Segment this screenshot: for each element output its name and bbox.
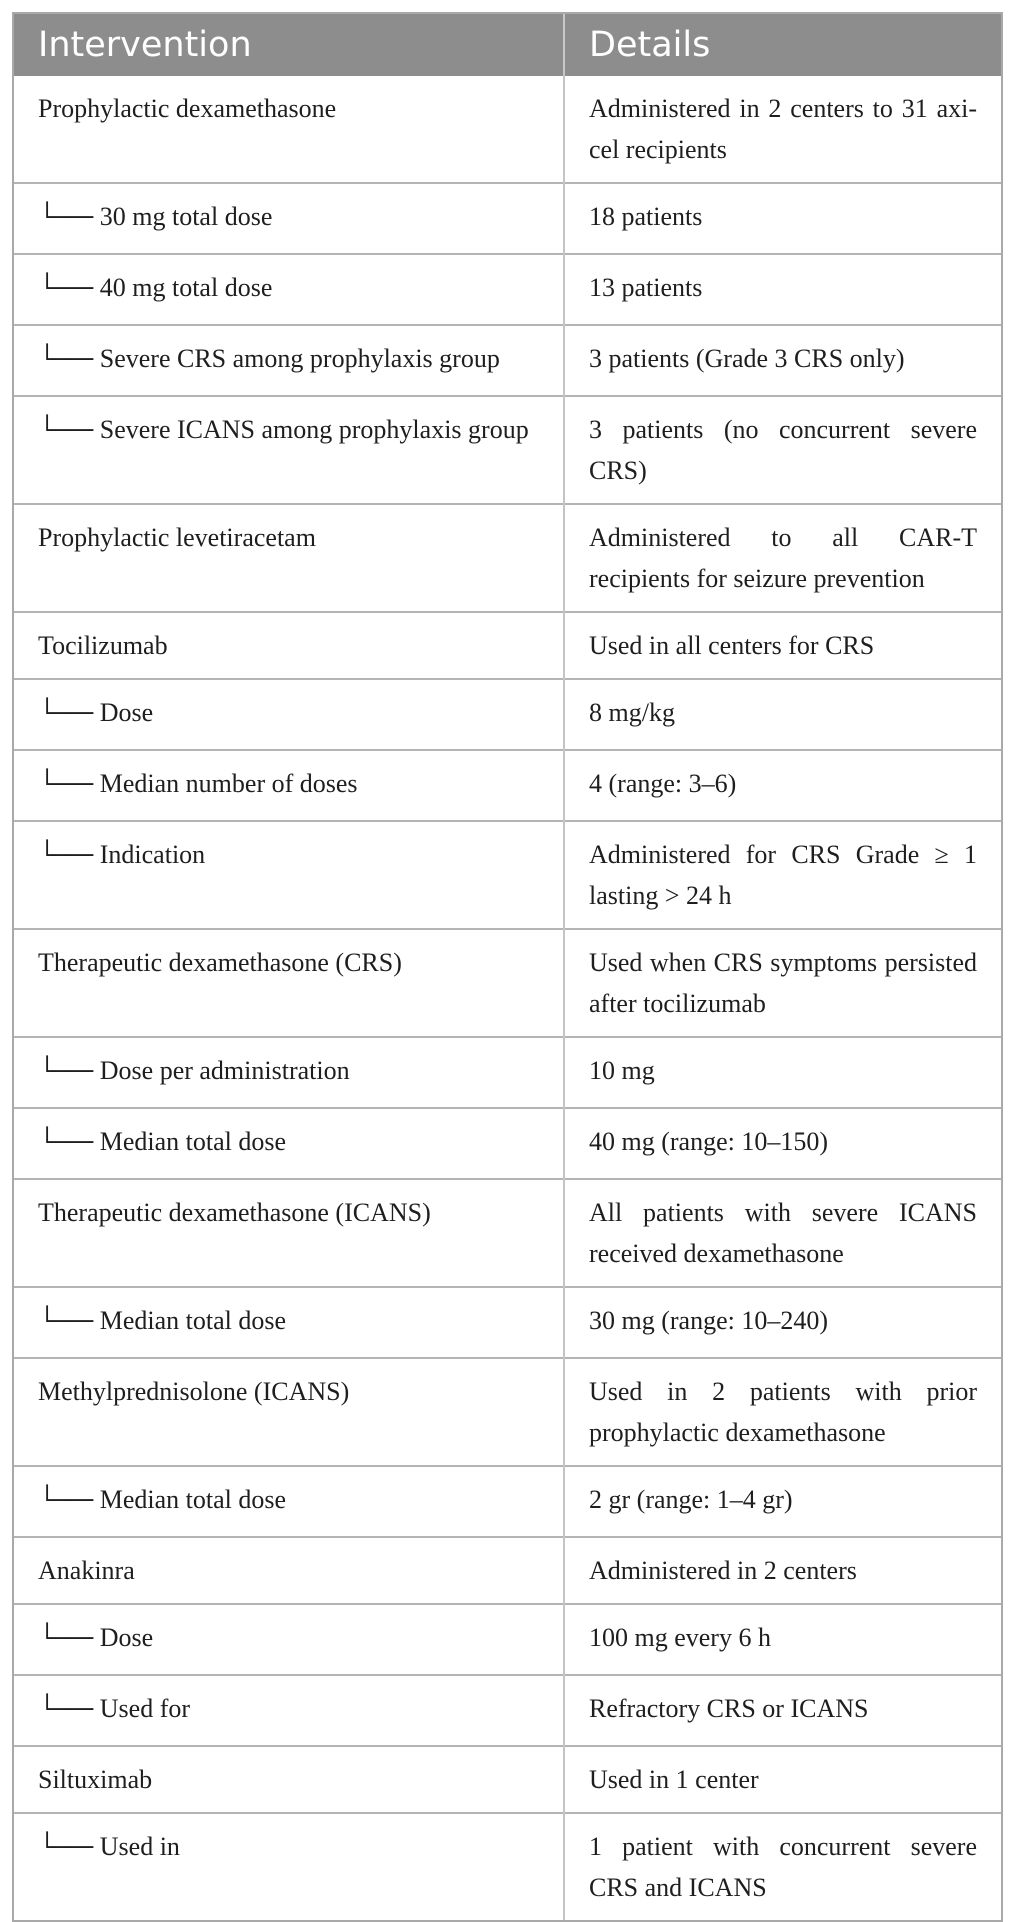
details-cell: 3 patients (no concurrent severe CRS) <box>564 396 1001 504</box>
table-row <box>14 1179 1001 1287</box>
intervention-cell: Tocilizumab <box>14 612 564 679</box>
intervention-cell: └── 30 mg total dose <box>14 183 564 254</box>
intervention-cell: └── Severe CRS among prophylaxis group <box>14 325 564 396</box>
details-cell: Administered in 2 centers <box>564 1537 1001 1604</box>
intervention-cell: Prophylactic dexamethasone <box>14 76 564 183</box>
intervention-cell: └── 40 mg total dose <box>14 254 564 325</box>
details-cell: Administered to all CAR-T recipients for seizure prevention <box>564 504 1001 612</box>
intervention-cell: └── Used in <box>14 1813 564 1920</box>
intervention-cell: Therapeutic dexamethasone (ICANS) <box>14 1179 564 1287</box>
intervention-cell: └── Used for <box>14 1675 564 1746</box>
details-cell: 3 patients (Grade 3 CRS only) <box>564 325 1001 396</box>
table-row <box>14 1358 1001 1466</box>
header-intervention: Intervention <box>14 14 564 76</box>
details-cell: 8 mg/kg <box>564 679 1001 750</box>
intervention-cell: Anakinra <box>14 1537 564 1604</box>
table-body <box>14 76 1001 1920</box>
interventions-table <box>12 12 1003 1922</box>
details-cell: Administered in 2 centers to 31 axi-cel recipients <box>589 94 977 164</box>
details-cell: 13 patients <box>564 254 1001 325</box>
details-cell: 1 patient with concurrent severe CRS and ICANS <box>564 1813 1001 1920</box>
table-row <box>14 1675 1001 1746</box>
intervention-cell: Therapeutic dexamethasone (CRS) <box>14 929 564 1037</box>
intervention-cell: └── Severe ICANS among prophylaxis group <box>14 396 564 504</box>
intervention-cell: └── Median total dose <box>14 1466 564 1537</box>
table-row <box>14 1813 1001 1920</box>
details-cell: 40 mg (range: 10–150) <box>564 1108 1001 1179</box>
details-cell: 4 (range: 3–6) <box>564 750 1001 821</box>
details-cell: Refractory CRS or ICANS <box>564 1675 1001 1746</box>
intervention-cell: └── Median total dose <box>14 1108 564 1179</box>
table <box>14 14 1001 1920</box>
intervention-cell: Siltuximab <box>14 1746 564 1813</box>
table-row <box>14 1037 1001 1108</box>
details-cell: Used in 1 center <box>564 1746 1001 1813</box>
table-row <box>14 76 1001 183</box>
header-row <box>14 14 1001 76</box>
table-header <box>14 14 1001 76</box>
details-cell: 10 mg <box>564 1037 1001 1108</box>
table-row <box>14 504 1001 612</box>
details-cell: 100 mg every 6 h <box>564 1604 1001 1675</box>
table-row <box>14 1466 1001 1537</box>
intervention-cell: └── Dose per administration <box>14 1037 564 1108</box>
table-row <box>14 1537 1001 1604</box>
table-row <box>14 750 1001 821</box>
table-row <box>14 679 1001 750</box>
table-row <box>14 183 1001 254</box>
table-row <box>14 325 1001 396</box>
intervention-cell: └── Dose <box>14 1604 564 1675</box>
table-row <box>14 396 1001 504</box>
intervention-cell: └── Median number of doses <box>14 750 564 821</box>
table-row <box>14 612 1001 679</box>
table-row <box>14 929 1001 1037</box>
table-row <box>14 1287 1001 1358</box>
table-row <box>14 1746 1001 1813</box>
details-cell: 30 mg (range: 10–240) <box>564 1287 1001 1358</box>
intervention-cell: └── Indication <box>14 821 564 929</box>
details-cell: 2 gr (range: 1–4 gr) <box>564 1466 1001 1537</box>
details-cell: Used when CRS symptoms persisted after tocilizumab <box>564 929 1001 1037</box>
table-row <box>14 821 1001 929</box>
intervention-cell: └── Dose <box>14 679 564 750</box>
details-cell: Used in 2 patients with prior prophylactic dexamethasone <box>564 1358 1001 1466</box>
intervention-cell: Methylprednisolone (ICANS) <box>14 1358 564 1466</box>
details-cell: All patients with severe ICANS received dexamethasone <box>564 1179 1001 1287</box>
table-row <box>14 1108 1001 1179</box>
details-cell: 18 patients <box>564 183 1001 254</box>
details-cell: Used in all centers for CRS <box>564 612 1001 679</box>
details-cell: Administered for CRS Grade ≥ 1 lasting > 24 h <box>564 821 1001 929</box>
table-row <box>14 1604 1001 1675</box>
header-details: Details <box>564 14 1001 76</box>
intervention-cell: Prophylactic levetiracetam <box>14 504 564 612</box>
table-row <box>14 254 1001 325</box>
intervention-cell: └── Median total dose <box>14 1287 564 1358</box>
